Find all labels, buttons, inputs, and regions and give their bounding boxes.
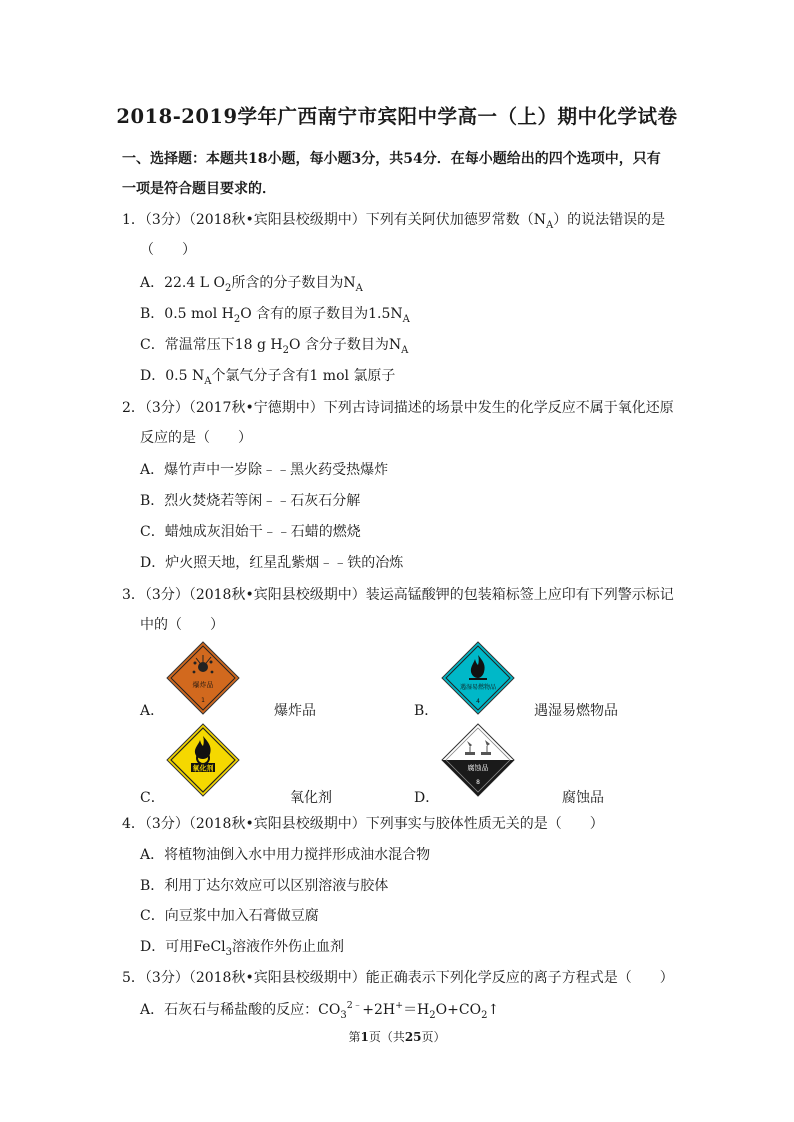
q5-a-text: A．石灰石与稀盐酸的反应：CO bbox=[140, 1002, 341, 1018]
explosive-hazard-sign bbox=[166, 641, 240, 715]
q1-option-d bbox=[140, 365, 395, 385]
water-reactive-hazard-sign bbox=[441, 641, 515, 715]
corrosive-sign-text: 腐蚀品 bbox=[467, 764, 489, 772]
q1-c-text: C．常温常压下18 g H bbox=[140, 337, 283, 353]
q2-option-c: C．蜡烛成灰泪始干﹣﹣石蜡的燃烧 bbox=[140, 524, 361, 540]
water-reactive-sign-number: 4 bbox=[476, 698, 480, 705]
q1-a-sub1: 2 bbox=[224, 283, 232, 294]
q5-a-mid2: ＝H bbox=[403, 1002, 430, 1018]
q4-d-post: 溶液作外伤止血剂 bbox=[232, 939, 345, 955]
q1-b-sub2: A bbox=[402, 314, 410, 325]
footer-page-number: 1 bbox=[360, 1030, 369, 1044]
q1-a-text: A．22.4 L O bbox=[140, 275, 225, 291]
q1-b-text: B．0.5 mol H bbox=[140, 306, 234, 322]
q1-stem bbox=[122, 209, 665, 229]
q5-a-mid3: O+CO bbox=[435, 1002, 482, 1018]
q1-option-c bbox=[140, 334, 408, 354]
q2-option-d: D．炉火照天地，红星乱紫烟﹣﹣铁的冶炼 bbox=[140, 555, 404, 571]
q1-a-mid: 所含的分子数目为N bbox=[231, 275, 356, 291]
q5-a-sub1: 3 bbox=[340, 1010, 347, 1021]
q1-a-sub2: A bbox=[355, 283, 363, 294]
footer-mid: 页（共 bbox=[368, 1030, 405, 1044]
q5-a-sub2: 2 bbox=[429, 1010, 436, 1021]
explosive-sign-text: 爆炸品 bbox=[192, 681, 214, 689]
q1-stem-line2: （ ） bbox=[140, 242, 196, 258]
footer-total-pages: 25 bbox=[404, 1030, 422, 1044]
q3-option-a-letter: A． bbox=[140, 703, 165, 719]
q1-c-sub1: 2 bbox=[282, 345, 289, 356]
q1-option-b bbox=[140, 303, 410, 323]
q1-b-sub1: 2 bbox=[233, 314, 241, 325]
footer-pre: 第 bbox=[348, 1030, 361, 1044]
q4-option-c: C．向豆浆中加入石膏做豆腐 bbox=[140, 908, 319, 924]
corrosive-sign-number: 8 bbox=[476, 779, 480, 786]
q1-d-post: 个氯气分子含有1 mol 氯原子 bbox=[211, 368, 396, 384]
q3-stem: 3．（3分）（2018秋•宾阳县校级期中）装运高锰酸钾的包装箱标签上应印有下列警示标记 bbox=[122, 587, 674, 603]
q3-option-b-label: 遇湿易燃物品 bbox=[534, 703, 618, 719]
q3-option-d-letter: D． bbox=[414, 790, 440, 806]
oxidizer-diamond-icon bbox=[166, 723, 240, 797]
explosive-diamond-icon bbox=[166, 641, 240, 715]
q3-option-c-label: 氧化剂 bbox=[290, 790, 332, 806]
q1-stem-text: 1．（3分）（2018秋•宾阳县校级期中）下列有关阿伏加德罗常数（N bbox=[122, 212, 546, 228]
q3-option-d-label: 腐蚀品 bbox=[562, 790, 604, 806]
q5-a-arrow: ↑ bbox=[487, 1002, 500, 1018]
water-reactive-sign-text: 遇湿易燃物品 bbox=[459, 684, 497, 691]
oxidizer-hazard-sign bbox=[166, 723, 240, 797]
q4-stem: 4．（3分）（2018秋•宾阳县校级期中）下列事实与胶体性质无关的是（ ） bbox=[122, 816, 604, 832]
q2-option-a: A．爆竹声中一岁除﹣﹣黑火药受热爆炸 bbox=[140, 462, 389, 478]
q5-a-mid: +2H bbox=[362, 1002, 396, 1018]
q4-d-text: D．可用FeCl bbox=[140, 939, 226, 955]
q1-stem-text-end: ）的说法错误的是 bbox=[553, 212, 666, 228]
footer-post: 页） bbox=[421, 1030, 446, 1044]
q5-a-sup2: + bbox=[395, 1000, 404, 1011]
q2-stem-line2: 反应的是（ ） bbox=[140, 430, 252, 446]
q4-d-sub: 3 bbox=[225, 947, 233, 958]
q1-d-text: D．0.5 N bbox=[140, 368, 205, 384]
q3-stem-line2: 中的（ ） bbox=[140, 617, 224, 633]
q4-option-b: B．利用丁达尔效应可以区别溶液与胶体 bbox=[140, 878, 389, 894]
q5-a-sup1: 2﹣ bbox=[346, 1000, 363, 1011]
q4-option-d bbox=[140, 936, 344, 956]
q3-option-b-letter: B． bbox=[414, 703, 439, 719]
corrosive-hazard-sign bbox=[441, 723, 515, 797]
oxidizer-sign-text: 氧化剂 bbox=[192, 764, 214, 773]
q2-stem: 2．（3分）（2017秋•宁德期中）下列古诗词描述的场景中发生的化学反应不属于氧化还原 bbox=[122, 400, 674, 416]
section-instructions-line2: 一项是符合题目要求的． bbox=[122, 181, 276, 197]
q3-option-c-letter: C． bbox=[140, 790, 165, 806]
q5-a-sub3: 2 bbox=[481, 1010, 488, 1021]
q5-stem: 5．（3分）（2018秋•宾阳县校级期中）能正确表示下列化学反应的离子方程式是（ ） bbox=[122, 970, 674, 986]
q2-option-b: B．烈火焚烧若等闲﹣﹣石灰石分解 bbox=[140, 493, 361, 509]
section-instructions-line1: 一、选择题：本题共18小题，每小题3分，共54分．在每小题给出的四个选项中，只有 bbox=[122, 151, 661, 167]
q1-b-mid: O 含有的原子数目为1.5N bbox=[240, 306, 403, 322]
explosive-sign-number: 1 bbox=[201, 697, 205, 704]
q1-option-a bbox=[140, 272, 363, 292]
q5-option-a bbox=[140, 999, 499, 1019]
page-footer bbox=[0, 1028, 794, 1045]
q1-d-sub: A bbox=[204, 376, 212, 387]
page-title: 2018-2019学年广西南宁市宾阳中学高一（上）期中化学试卷 bbox=[116, 105, 678, 128]
corrosive-diamond-icon bbox=[441, 723, 515, 797]
q4-option-a: A．将植物油倒入水中用力搅拌形成油水混合物 bbox=[140, 847, 431, 863]
q1-c-sub2: A bbox=[401, 345, 409, 356]
flammable-wet-diamond-icon bbox=[441, 641, 515, 715]
q1-c-mid: O 含分子数目为N bbox=[288, 337, 402, 353]
q1-stem-sub: A bbox=[545, 220, 554, 231]
q3-option-a-label: 爆炸品 bbox=[274, 703, 316, 719]
